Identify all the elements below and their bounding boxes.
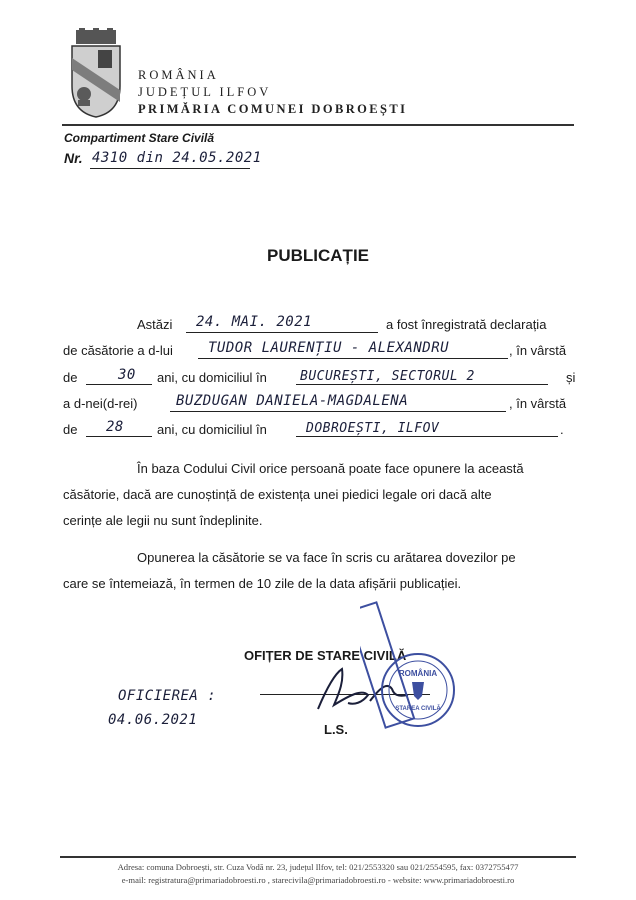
- groom-domicile-underline: [296, 384, 548, 385]
- bride-domicile-text: ani, cu domiciliul în: [157, 422, 267, 437]
- bride-age: 28: [106, 419, 124, 435]
- handnote-date: 04.06.2021: [108, 712, 198, 728]
- compartment-label: Compartiment Stare Civilă: [64, 131, 215, 145]
- groom-age: 30: [118, 367, 136, 383]
- date-underline: [186, 332, 378, 333]
- footer-address: Adresa: comuna Dobroești, str. Cuza Vodă nr. 23, județul Ilfov, tel: 021/2553320 sau 021/2554595, fax: 0372755477: [117, 862, 519, 872]
- groom-name: TUDOR LAURENȚIU - ALEXANDRU: [208, 340, 450, 356]
- stamp-center-text: STAREA CIVILĂ: [395, 706, 441, 712]
- bride-name: BUZDUGAN DANIELA-MAGDALENA: [176, 393, 409, 409]
- bride-domicile-dot: .: [560, 422, 564, 437]
- si-conjunction: și: [566, 370, 576, 385]
- header-rule: [62, 124, 574, 126]
- astazi-label: Astăzi: [137, 317, 173, 332]
- groom-domicile: BUCUREȘTI, SECTORUL 2: [300, 369, 475, 384]
- ls-label: L.S.: [324, 722, 348, 737]
- page-title: PUBLICAȚIE: [267, 246, 369, 265]
- footer-rule: [60, 856, 576, 858]
- groom-domicile-text: ani, cu domiciliul în: [157, 370, 267, 385]
- header-county: JUDEȚUL ILFOV: [138, 85, 272, 99]
- declaration-date: 24. MAI. 2021: [196, 314, 313, 330]
- groom-label: de căsătorie a d-lui: [63, 343, 173, 358]
- stamp-top-text: ROMÂNIA: [398, 669, 438, 678]
- registered-text: a fost înregistrată declarația: [386, 317, 547, 332]
- header-office: PRIMĂRIA COMUNEI DOBROEȘTI: [138, 102, 408, 116]
- bride-age-suffix: , în vârstă: [509, 396, 567, 411]
- bride-age-underline: [86, 436, 152, 437]
- paragraph-2-line-2: căsătorie, dacă are cunoștință de existența unei piedici legale ori dacă alte: [63, 487, 492, 502]
- registration-underline: [90, 168, 250, 169]
- bride-label: a d-nei(d-rei): [63, 396, 138, 411]
- registration-label: Nr.: [64, 150, 83, 166]
- paragraph-3-line-1: Opunerea la căsătorie se va face în scris cu arătarea dovezilor pe: [137, 550, 516, 565]
- officer-title: OFIȚER DE STARE CIVILĂ: [244, 648, 407, 663]
- paragraph-3-line-2: care se întemeiază, în termen de 10 zile de la data afișării publicației.: [63, 576, 462, 591]
- coat-of-arms-icon: [68, 28, 124, 118]
- paragraph-2-line-1: În baza Codului Civil orice persoană poate face opunere la această: [137, 461, 524, 476]
- bride-de-label: de: [63, 422, 78, 437]
- handnote-oficierea: OFICIEREA :: [118, 688, 217, 704]
- bride-domicile: DOBROEȘTI, ILFOV: [306, 421, 440, 436]
- official-stamp-icon: [360, 600, 470, 740]
- groom-de-label: de: [63, 370, 78, 385]
- bride-name-underline: [170, 411, 506, 412]
- header-country: ROMÂNIA: [138, 68, 219, 82]
- paragraph-2-line-3: cerințe ale legii nu sunt îndeplinite.: [63, 513, 263, 528]
- groom-age-suffix: , în vârstă: [509, 343, 567, 358]
- bride-domicile-underline: [296, 436, 558, 437]
- groom-age-underline: [86, 384, 152, 385]
- registration-number: 4310 din 24.05.2021: [92, 150, 262, 166]
- groom-name-underline: [198, 358, 508, 359]
- footer-contacts: e-mail: registratura@primariadobroesti.ro , starecivila@primariadobroesti.ro - website: www.primariadobroesti.ro: [121, 875, 515, 885]
